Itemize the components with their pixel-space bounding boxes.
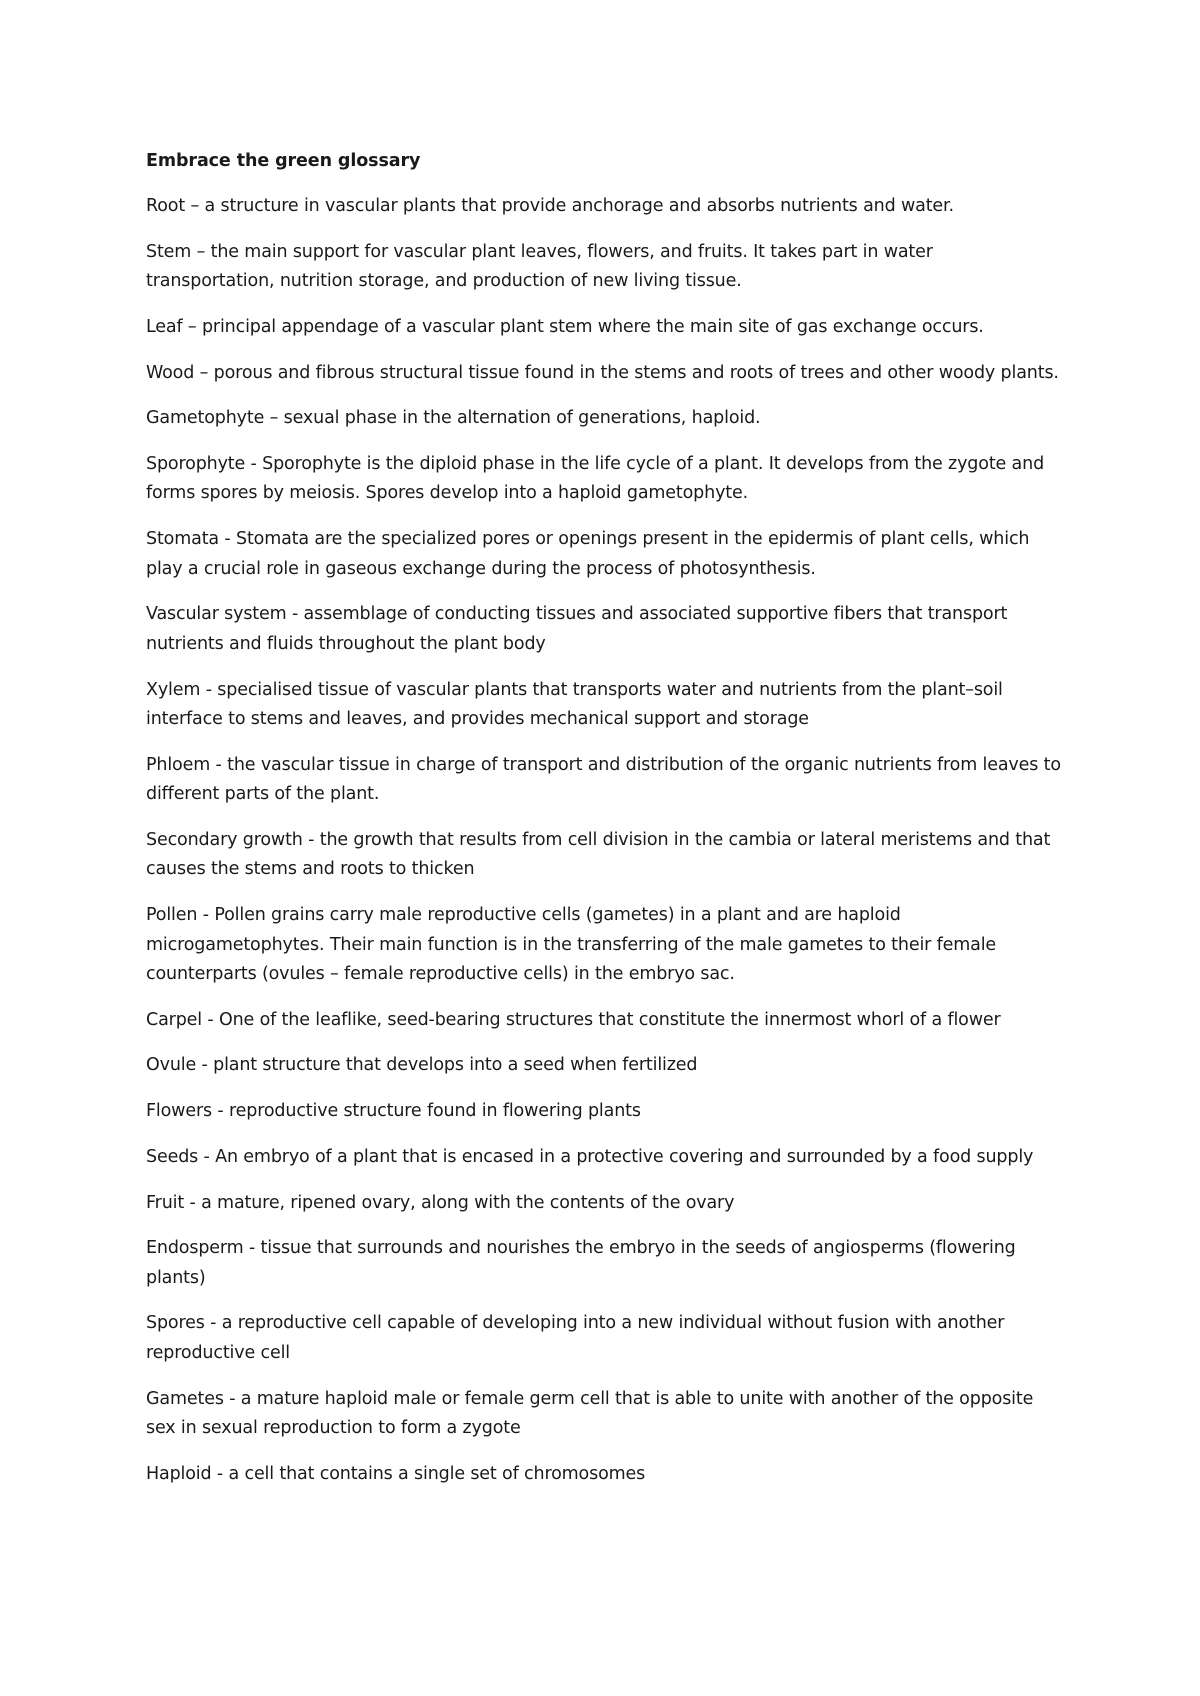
glossary-definition: a structure in vascular plants that provide anchorage and absorbs nutrients and water.	[204, 196, 954, 216]
glossary-definition: specialised tissue of vascular plants that transports water and nutrients from the plant–soil interface to stems and leaves, and provides mechanical support and storage	[146, 679, 1003, 729]
glossary-definition: Pollen grains carry male reproductive cells (gametes) in a plant and are haploid microgametophytes. Their main function is in the transferring of the male gametes to their female counterparts (ovules – female reproductive cells) in the embryo sac.	[146, 905, 997, 985]
glossary-entry-xylem	[146, 676, 1066, 735]
glossary-entry-ovule	[146, 1051, 1066, 1081]
glossary-term: Seeds	[146, 1146, 199, 1167]
document-page	[146, 146, 1066, 1505]
glossary-separator: –	[182, 316, 202, 337]
glossary-definition: assemblage of conducting tissues and associated supportive fibers that transport nutrients and fluids throughout the plant body	[146, 604, 1008, 654]
glossary-definition: reproductive structure found in flowering plants	[228, 1101, 641, 1122]
glossary-definition: principal appendage of a vascular plant stem where the main site of gas exchange occurs.	[201, 316, 984, 337]
glossary-definition: a mature, ripened ovary, along with the contents of the ovary	[201, 1192, 735, 1213]
glossary-separator: -	[223, 1388, 241, 1409]
glossary-entry-vascular-system	[146, 600, 1066, 659]
glossary-term: Pollen	[146, 905, 198, 926]
glossary-entry-seeds	[146, 1143, 1066, 1173]
glossary-entry-gametes	[146, 1385, 1066, 1444]
glossary-separator: -	[184, 1192, 202, 1213]
glossary-term: Sporophyte	[146, 453, 246, 474]
glossary-entry-phloem	[146, 751, 1066, 810]
glossary-entry-stem	[146, 238, 1066, 297]
glossary-definition: plant structure that develops into a seed when fertilized	[213, 1055, 698, 1076]
glossary-separator: -	[245, 453, 263, 474]
glossary-separator: –	[264, 408, 284, 429]
glossary-term: Spores	[146, 1313, 205, 1334]
glossary-separator: -	[196, 1055, 214, 1076]
glossary-entry-pollen	[146, 901, 1066, 990]
glossary-definition: Sporophyte is the diploid phase in the life cycle of a plant. It develops from the zygote and forms spores by meiosis. Spores develop into a haploid gametophyte.	[146, 453, 1045, 504]
glossary-separator: –	[185, 196, 205, 216]
glossary-term: Phloem	[146, 754, 211, 775]
glossary-term: Carpel	[146, 1009, 202, 1030]
glossary-term: Endosperm	[146, 1238, 244, 1259]
glossary-separator: –	[194, 362, 214, 383]
glossary-entry-root	[146, 192, 1066, 222]
glossary-entry-stomata	[146, 525, 1066, 584]
glossary-term: Fruit	[146, 1192, 185, 1213]
glossary-definition: the main support for vascular plant leaves, flowers, and fruits. It takes part in water transportation, nutrition storage, and production of new living tissue.	[146, 241, 933, 292]
glossary-separator: -	[210, 754, 228, 775]
glossary-separator: -	[218, 529, 236, 550]
glossary-separator: -	[243, 1238, 261, 1259]
glossary-definition: a reproductive cell capable of developing into a new individual without fusion with another reproductive cell	[146, 1313, 1005, 1363]
glossary-definition: a cell that contains a single set of chromosomes	[228, 1463, 646, 1484]
glossary-entry-fruit	[146, 1189, 1066, 1219]
glossary-term: Secondary growth	[146, 829, 303, 850]
glossary-entry-wood	[146, 359, 1066, 389]
glossary-term: Xylem	[146, 679, 201, 700]
document-title: Embrace the green glossary	[146, 151, 421, 171]
glossary-separator: -	[286, 604, 304, 625]
glossary-term: Haploid	[146, 1463, 212, 1484]
glossary-separator: -	[302, 829, 320, 850]
glossary-separator: -	[211, 1463, 229, 1484]
glossary-term: Leaf	[146, 316, 183, 337]
glossary-entry-spores	[146, 1309, 1066, 1368]
glossary-definition: An embryo of a plant that is encased in a protective covering and surrounded by a food supply	[215, 1146, 1034, 1167]
glossary-definition: Stomata are the specialized pores or openings present in the epidermis of plant cells, which play a crucial role in gaseous exchange during the process of photosynthesis.	[146, 529, 1030, 579]
glossary-entry-carpel	[146, 1006, 1066, 1036]
glossary-separator: -	[197, 905, 215, 926]
glossary-entry-secondary-growth	[146, 826, 1066, 885]
glossary-definition: porous and fibrous structural tissue found in the stems and roots of trees and other woody plants.	[213, 362, 1059, 383]
glossary-term: Root	[146, 196, 186, 216]
glossary-separator: -	[198, 1146, 216, 1167]
glossary-definition: tissue that surrounds and nourishes the embryo in the seeds of angiosperms (flowering plants)	[146, 1238, 1016, 1288]
glossary-term: Stem	[146, 241, 192, 262]
glossary-definition: sexual phase in the alternation of generations, haploid.	[283, 408, 761, 429]
glossary-separator: -	[211, 1101, 229, 1122]
glossary-separator: –	[191, 241, 211, 262]
glossary-definition: One of the leaflike, seed-bearing structures that constitute the innermost whorl of a flower	[218, 1009, 1001, 1030]
glossary-term: Ovule	[146, 1055, 197, 1076]
glossary-separator: -	[200, 679, 218, 700]
glossary-entry-flowers	[146, 1097, 1066, 1127]
glossary-entry-haploid	[146, 1460, 1066, 1490]
glossary-term: Vascular system	[146, 604, 287, 625]
glossary-term: Stomata	[146, 529, 219, 550]
glossary-entry-endosperm	[146, 1234, 1066, 1293]
glossary-separator: -	[201, 1009, 219, 1030]
glossary-definition: a mature haploid male or female germ cell that is able to unite with another of the opposite sex in sexual reproduction to form a zygote	[146, 1388, 1034, 1439]
glossary-entry-sporophyte	[146, 450, 1066, 509]
glossary-definition: the growth that results from cell division in the cambia or lateral meristems and that causes the stems and roots to thicken	[146, 829, 1051, 880]
glossary-definition: the vascular tissue in charge of transport and distribution of the organic nutrients from leaves to different parts of the plant.	[146, 754, 1061, 805]
glossary-entry-leaf	[146, 313, 1066, 343]
glossary-term: Gametophyte	[146, 408, 265, 429]
glossary-separator: -	[204, 1313, 222, 1334]
glossary-term: Flowers	[146, 1101, 212, 1122]
glossary-term: Wood	[146, 362, 195, 383]
glossary-term: Gametes	[146, 1388, 224, 1409]
glossary-entry-gametophyte	[146, 404, 1066, 434]
